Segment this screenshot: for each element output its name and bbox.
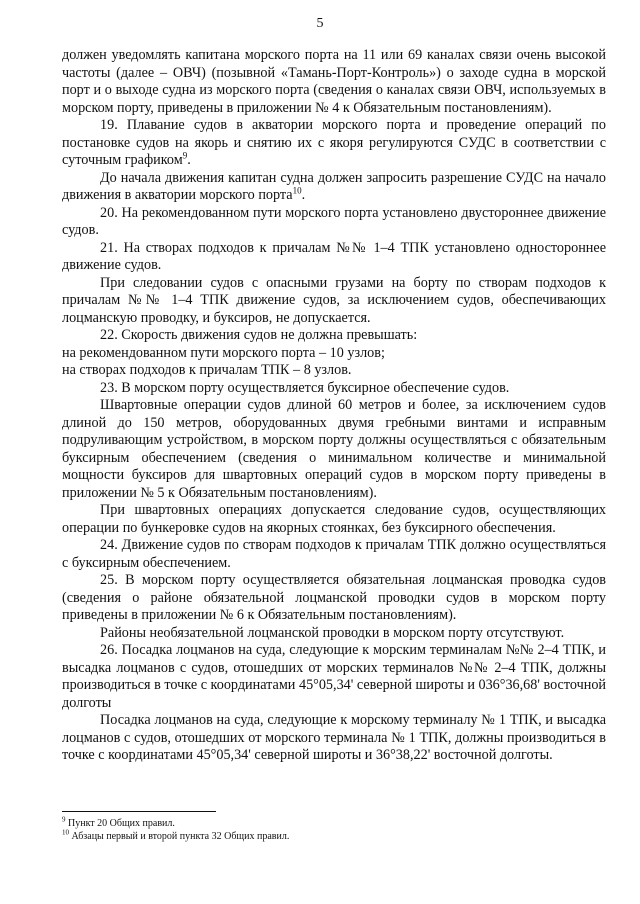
paragraph-text: 19. Плавание судов в акватории морского порта и проведение операций по постановке судов на якорь и снятию их с якоря регулируются СУДС в соответствии с суточным графиком bbox=[62, 117, 606, 168]
footnote-text: Абзацы первый и второй пункта 32 Общих правил. bbox=[69, 831, 290, 842]
paragraph bbox=[62, 117, 606, 170]
paragraph bbox=[62, 170, 606, 205]
paragraph-text: При швартовных операциях допускается следование судов, осуществляющих операции по бункеровке судов на якорных стоянках, без буксирного обеспечения. bbox=[62, 502, 606, 536]
paragraph-text: на рекомендованном пути морского порта – 10 узлов; bbox=[62, 344, 385, 361]
paragraph-text: 23. В морском порту осуществляется буксирное обеспечение судов. bbox=[100, 379, 510, 396]
paragraph bbox=[62, 572, 606, 625]
paragraph-tail: . bbox=[187, 152, 191, 168]
paragraph-text: 25. В морском порту осуществляется обязательная лоцманская проводка судов (сведения о районе обязательной лоцманской проводки судов в морском порту приведены в приложении № 6 к Обязательным постановлениям). bbox=[62, 572, 606, 623]
paragraph bbox=[62, 397, 606, 502]
footnote bbox=[62, 817, 606, 830]
paragraph bbox=[62, 362, 606, 380]
paragraph-text: Районы необязательной лоцманской проводки в морском порту отсутствуют. bbox=[100, 624, 565, 641]
paragraph bbox=[62, 502, 606, 537]
paragraph-text: 21. На створах подходов к причалам №№ 1–4 ТПК установлено одностороннее движение судов. bbox=[62, 239, 606, 273]
paragraph-text: При следовании судов с опасными грузами на борту по створам подходов к причалам №№ 1–4 ТПК движение судов, за исключением судов, обеспечивающих лоцманскую проводку, и буксиров, не допускается. bbox=[62, 274, 606, 326]
paragraph bbox=[62, 275, 606, 328]
body-text bbox=[62, 47, 606, 765]
paragraph bbox=[62, 327, 606, 345]
paragraph-text: Швартовные операции судов длиной 60 метров и более, за исключением судов длиной до 150 метров, оборудованных двумя гребными винтами и исправным подруливающим устройством, в морском порту должны осуществляться с обязательным буксирным обеспечением (сведения о минимальном количестве и минимальной мощности буксиров для швартовных операций судов в морском порту приведены в приложении № 5 к Обязательным постановлениям). bbox=[62, 397, 606, 501]
footnote-ref: 9 bbox=[182, 150, 188, 161]
footnote bbox=[62, 830, 606, 843]
footnote-ref: 10 bbox=[292, 185, 302, 196]
paragraph-text: 24. Движение судов по створам подходов к причалам ТПК должно осуществляться с буксирным обеспечением. bbox=[62, 537, 606, 571]
paragraph-text: на створах подходов к причалам ТПК – 8 узлов. bbox=[62, 362, 352, 378]
paragraph bbox=[62, 47, 606, 117]
paragraph-text: должен уведомлять капитана морского порта на 11 или 69 каналах связи очень высокой частоты (далее – ОВЧ) (позывной «Тамань-Порт-Контроль») о заходе судна в морской порт и о выходе судна из морского порта (сведения о каналах связи ОВЧ, используемых в морском порту, приведены в приложении № 4 к Обязательным постановлениям). bbox=[62, 47, 606, 116]
footnotes bbox=[62, 817, 606, 843]
paragraph-text: 22. Скорость движения судов не должна превышать: bbox=[100, 327, 418, 343]
paragraph bbox=[62, 642, 606, 712]
footnote-mark: 10 bbox=[62, 828, 69, 837]
paragraph-tail: . bbox=[301, 187, 306, 203]
paragraph bbox=[62, 205, 606, 240]
paragraph bbox=[62, 240, 606, 275]
paragraph-text: 20. На рекомендованном пути морского порта установлено двустороннее движение судов. bbox=[62, 204, 606, 238]
paragraph-text: До начала движения капитан судна должен запросить разрешение СУДС на начало движения в акватории морского порта bbox=[62, 169, 606, 203]
paragraph bbox=[62, 537, 606, 572]
paragraph bbox=[62, 380, 606, 398]
paragraph bbox=[62, 712, 606, 765]
footnote-text: Пункт 20 Общих правил. bbox=[65, 818, 175, 829]
paragraph bbox=[62, 345, 606, 363]
paragraph-text: Посадка лоцманов на суда, следующие к морскому терминалу № 1 ТПК, и высадка лоцманов с судов, отошедших от морского терминала № 1 ТПК, должны производиться в точке с координатами 45°05,34' северной широты и 36°38,22' восточной долготы. bbox=[62, 712, 606, 763]
footnote-mark: 9 bbox=[62, 815, 66, 824]
paragraph bbox=[62, 625, 606, 643]
paragraph-text: 26. Посадка лоцманов на суда, следующие к морским терминалам №№ 2–4 ТПК, и высадка лоцманов с судов, отошедших от морских терминалов №№ 2–4 ТПК, должны производиться в точке с координатами 45°05,34' северной широты и 036°36,68' восточной долготы bbox=[62, 642, 606, 711]
page-number: 5 bbox=[316, 16, 324, 31]
footnote-divider bbox=[62, 811, 216, 812]
